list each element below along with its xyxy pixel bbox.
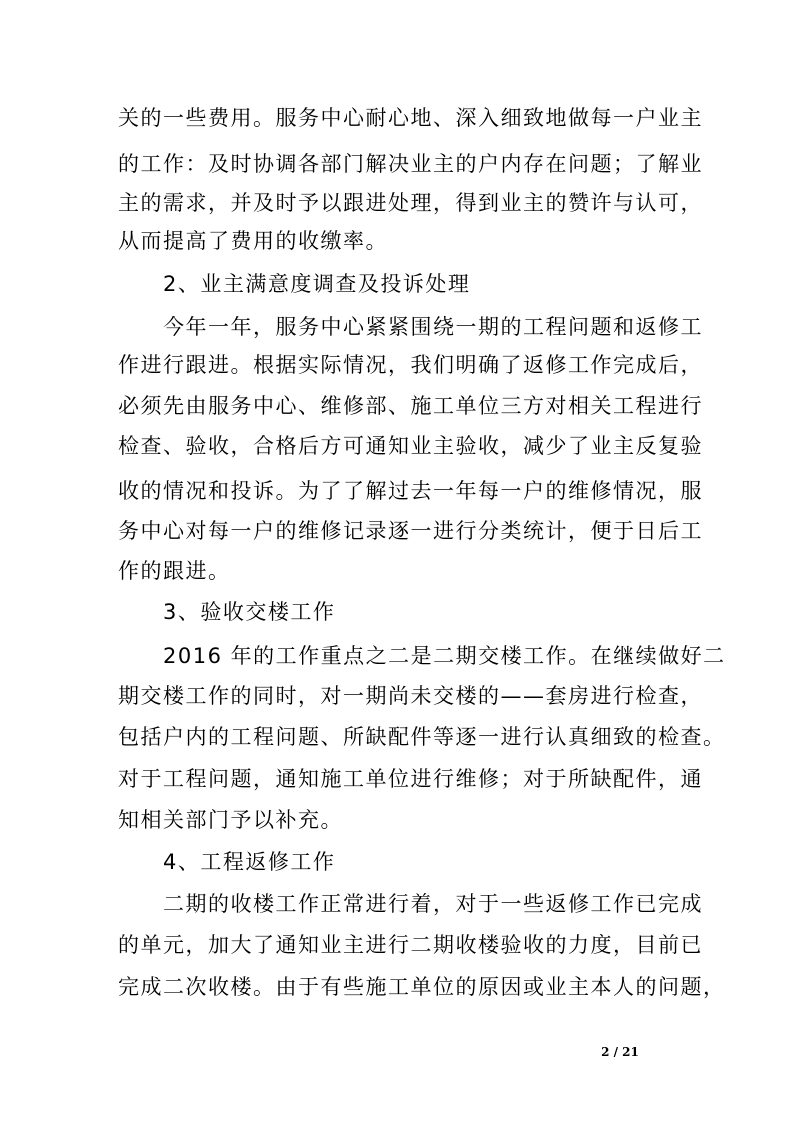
body-text-line: 期交楼工作的同时，对一期尚未交楼的——套房进行检查， <box>118 684 703 708</box>
body-text-line: 的单元，加大了通知业主进行二期收楼验收的力度，目前已 <box>118 933 703 957</box>
body-text-line: 完成二次收楼。由于有些施工单位的原因或业主本人的问题， <box>118 975 726 999</box>
body-text-line: 主的需求，并及时予以跟进处理，得到业主的赞许与认可， <box>118 191 703 215</box>
body-text-line: 对于工程问题，通知施工单位进行维修；对于所缺配件，通 <box>118 767 703 791</box>
body-text-line: 作进行跟进。根据实际情况，我们明确了返修工作完成后， <box>118 353 703 377</box>
section-heading: 4、工程返修工作 <box>118 850 336 874</box>
body-text-line: 二期的收楼工作正常进行着，对于一些返修工作已完成 <box>118 892 703 916</box>
body-text-line: 作的跟进。 <box>118 559 231 583</box>
body-text-line: 知相关部门予以补充。 <box>118 808 343 832</box>
body-text-line: 务中心对每一户的维修记录逐一进行分类统计，便于日后工 <box>118 519 703 543</box>
section-heading: 3、验收交楼工作 <box>118 600 336 624</box>
body-text-line: 检查、验收，合格后方可通知业主验收，减少了业主反复验 <box>118 434 703 458</box>
body-text-line: 从而提高了费用的收缴率。 <box>118 229 388 253</box>
body-text-line: 2016 年的工作重点之二是二期交楼工作。在继续做好二 <box>118 644 726 668</box>
page-number: 2 / 21 <box>601 1045 639 1059</box>
body-text-line: 必须先由服务中心、维修部、施工单位三方对相关工程进行 <box>118 394 703 418</box>
section-heading: 2、业主满意度调查及投诉处理 <box>118 272 471 296</box>
body-text-line: 的工作：及时协调各部门解决业主的户内存在问题；了解业 <box>118 152 703 176</box>
body-text-line: 包括户内的工程问题、所缺配件等逐一进行认真细致的检查。 <box>118 725 726 749</box>
body-text-line: 今年一年，服务中心紧紧围绕一期的工程问题和返修工 <box>118 315 703 339</box>
body-text-line: 收的情况和投诉。为了了解过去一年每一户的维修情况，服 <box>118 479 703 503</box>
body-text-line: 关的一些费用。服务中心耐心地、深入细致地做每一户业主 <box>118 106 703 130</box>
